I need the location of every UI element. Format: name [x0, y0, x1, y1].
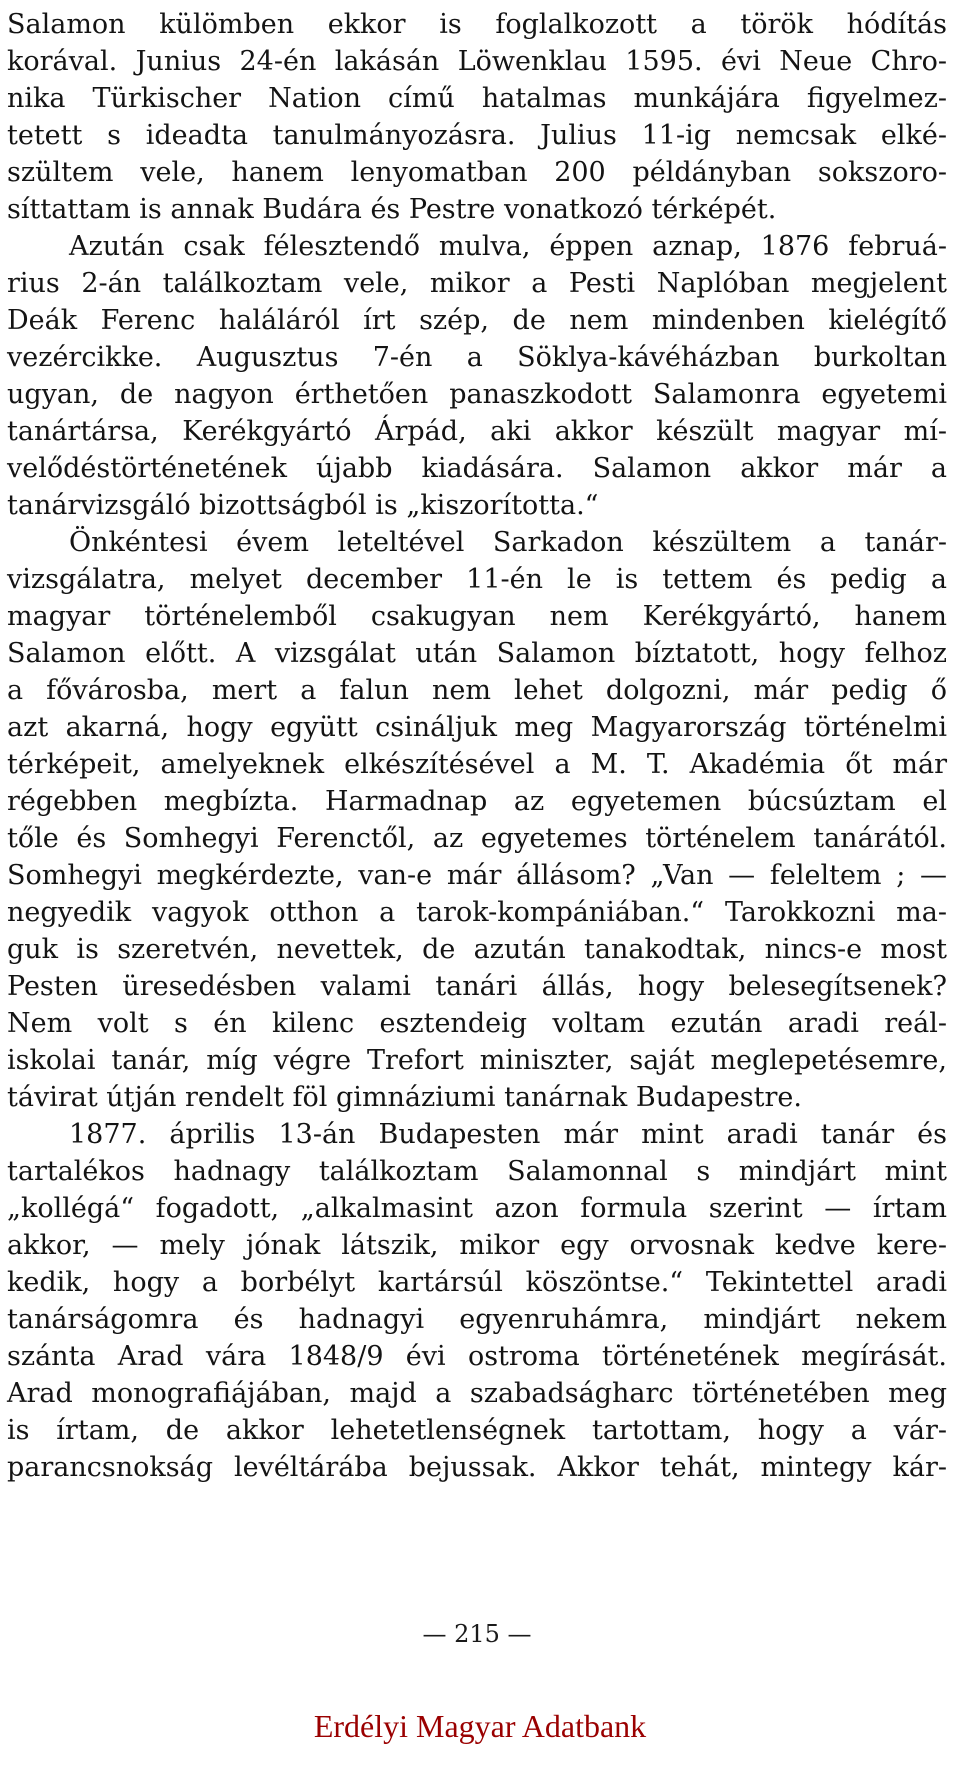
text-line: magyar történelemből csakugyan nem Kerékgyártó, hanem: [7, 601, 947, 632]
text-line: vezércikke. Augusztus 7-én a Söklya-kávéházban burkoltan: [7, 342, 947, 373]
text-line: kedik, hogy a borbélyt kartársúl köszöntse.“ Tekintettel aradi: [7, 1267, 947, 1298]
text-line: tanárvizsgáló bizottságból is „kiszorította.“: [7, 490, 599, 521]
text-line: régebben megbízta. Harmadnap az egyetemen búcsúztam el: [7, 786, 947, 817]
text-line: vizsgálatra, melyet december 11-én le is tettem és pedig a: [7, 564, 947, 595]
text-line: tanártársa, Kerékgyártó Árpád, aki akkor készült magyar mí-: [7, 416, 947, 447]
text-line: tartalékos hadnagy találkoztam Salamonnal s mindjárt mint: [7, 1156, 947, 1187]
text-line: Salamon külömben ekkor is foglalkozott a török hódítás: [7, 9, 947, 40]
text-line: is írtam, de akkor lehetetlenségnek tartottam, hogy a vár-: [7, 1415, 947, 1446]
text-line: azt akarná, hogy együtt csináljuk meg Magyarország történelmi: [7, 712, 947, 743]
text-line: tanárságomra és hadnagyi egyenruhámra, mindjárt nekem: [7, 1304, 947, 1335]
text-line: ugyan, de nagyon érthetően panaszkodott Salamonra egyetemi: [7, 379, 947, 410]
text-line: Somhegyi megkérdezte, van-e már állásom? „Van — feleltem ; —: [7, 860, 947, 891]
text-line: Önkéntesi évem leteltével Sarkadon készültem a tanár-: [69, 527, 947, 558]
text-line: 1877. április 13-án Budapesten már mint aradi tanár és: [69, 1119, 947, 1150]
text-line: velődéstörténetének újabb kiadására. Salamon akkor már a: [7, 453, 947, 484]
text-line: Deák Ferenc haláláról írt szép, de nem mindenben kielégítő: [7, 305, 947, 336]
body-text: [7, 6, 947, 1486]
text-line: akkor, — mely jónak látszik, mikor egy orvosnak kedve kere-: [7, 1230, 947, 1261]
document-page: [7, 6, 947, 1648]
text-line: a fővárosba, mert a falun nem lehet dolgozni, már pedig ő: [7, 675, 947, 706]
text-line: térképeit, amelyeknek elkészítésével a M. T. Akadémia őt már: [7, 749, 947, 780]
text-line: nika Türkischer Nation című hatalmas munkájára figyelmez-: [7, 83, 947, 114]
text-line: Salamon előtt. A vizsgálat után Salamon bíztatott, hogy felhoz: [7, 638, 947, 669]
text-line: síttattam is annak Budára és Pestre vonatkozó térképét.: [7, 194, 777, 225]
text-line: rius 2-án találkoztam vele, mikor a Pesti Naplóban megjelent: [7, 268, 947, 299]
text-line: Arad monografiájában, majd a szabadságharc történetében meg: [7, 1378, 947, 1409]
text-line: szánta Arad vára 1848/9 évi ostroma történetének megírását.: [7, 1341, 947, 1372]
text-line: parancsnokság levéltárába bejussak. Akkor tehát, mintegy kár-: [7, 1452, 947, 1483]
text-line: távirat útján rendelt föl gimnáziumi tanárnak Budapestre.: [7, 1082, 802, 1113]
text-line: Azután csak félesztendő mulva, éppen aznap, 1876 februá-: [69, 231, 947, 262]
text-line: iskolai tanár, míg végre Trefort miniszter, saját meglepetésemre,: [7, 1045, 947, 1076]
text-line: tetett s ideadta tanulmányozásra. Julius 11-ig nemcsak elké-: [7, 120, 947, 151]
text-line: negyedik vagyok otthon a tarok-kompániában.“ Tarokkozni ma-: [7, 897, 947, 928]
page-number: — 215 —: [422, 1620, 532, 1648]
text-line: korával. Junius 24-én lakásán Löwenklau 1595. évi Neue Chro-: [7, 46, 947, 77]
footer-watermark: Erdélyi Magyar Adatbank: [313, 1708, 647, 1744]
text-line: tőle és Somhegyi Ferenctől, az egyetemes történelem tanárától.: [7, 823, 947, 854]
text-line: „kollégá“ fogadott, „alkalmasint azon formula szerint — írtam: [7, 1193, 947, 1224]
text-line: Nem volt s én kilenc esztendeig voltam ezután aradi reál-: [7, 1008, 947, 1039]
text-line: szültem vele, hanem lenyomatban 200 példányban sokszoro-: [7, 157, 947, 188]
text-line: guk is szeretvén, nevettek, de azután tanakodtak, nincs-e most: [7, 934, 947, 965]
text-line: Pesten üresedésben valami tanári állás, hogy belesegítsenek?: [7, 971, 947, 1002]
